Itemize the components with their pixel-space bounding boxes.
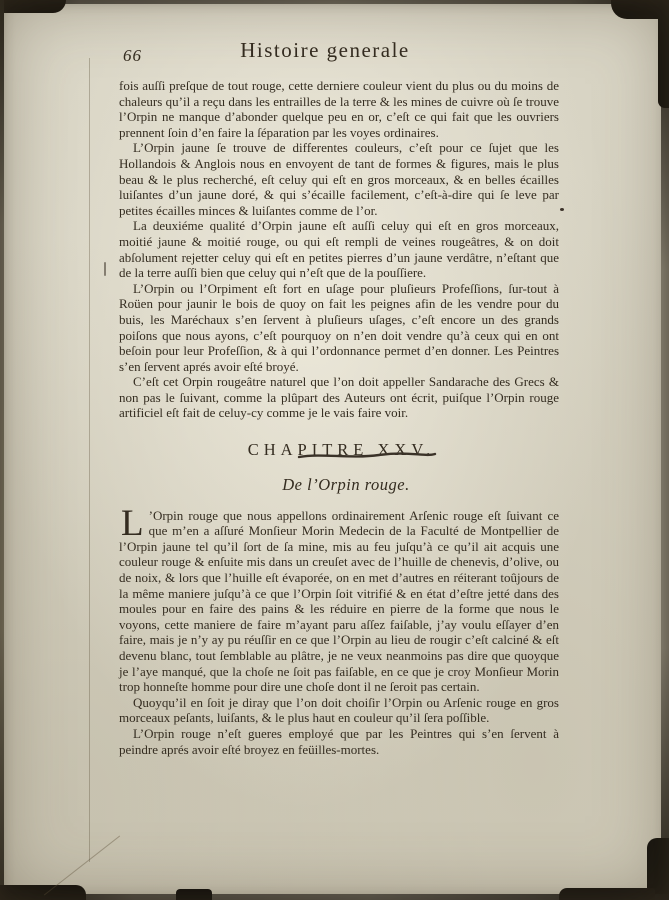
scan-blob-bottom-center xyxy=(176,889,212,900)
paragraph: fois auſſi preſque de tout rouge, cette derniere couleur vient du plus ou du moins de chaleurs qu’il a reçu dans les entrailles de la terre & les mines de cuivre où ſe trouve l’Orpin ne manque d’abonder quelque peu en or, c’eſt ce qui fait que les ouvriers prennent ſoin d’en faire la ſéparation par les voyes ordinaires. xyxy=(119,78,559,140)
paragraph: La deuxiéme qualité d’Orpin jaune eſt auſſi celuy qui eſt en gros morceaux, moitié jaune & moitié rouge, ou qui eſt rempli de veines rougeâtres, & on doit abſolument rejetter celuy qui eſt en petites pierres d’un jaune verdâtre, n’eſtant que de la terre auſſi bien que celuy qui n’eſt que de la pouſſiere. xyxy=(119,218,559,281)
scan-blob-right-top xyxy=(658,0,669,108)
text-block xyxy=(119,78,559,757)
scan-edge-right xyxy=(661,0,669,900)
running-header: Histoire generale xyxy=(240,38,410,62)
paragraph-with-dropcap xyxy=(119,502,559,695)
scan-blob-bottom-left xyxy=(0,885,86,900)
drop-cap: L xyxy=(121,502,144,544)
paragraph: L’Orpin rouge n’eſt gueres employé que par les Peintres qui s’en ſervent à peindre aprés avoir eſté broyez en feüilles-mortes. xyxy=(119,725,559,757)
page-number: 66 xyxy=(123,46,142,65)
paragraph: Quoyqu’il en ſoit je diray que l’on doit choiſir l’Orpin ou Arſenic rouge en gros morceaux peſants, luiſants, & le plus haut en couleur qu’il ſera poſſible. xyxy=(119,694,559,726)
page-crease-line xyxy=(89,58,90,862)
scan-edge-bottom xyxy=(0,894,669,900)
scan-blob-right-bottom xyxy=(647,838,669,900)
chapter-heading-block xyxy=(119,442,559,466)
chapter-subtitle: De l’Orpin rouge. xyxy=(282,475,410,495)
scan-edge-left xyxy=(0,0,4,900)
scan-blob-bottom-right xyxy=(559,888,655,900)
ink-speck xyxy=(560,208,564,211)
ink-speck xyxy=(104,262,106,276)
scan-edge-top xyxy=(0,0,669,4)
paragraph: L’Orpin ou l’Orpiment eſt fort en uſage pour pluſieurs Profeſſions, ſur-tout à Roüen pour jaunir le bois de quoy on fait les peignes afin de les vendre pour du buis, les Maréchaux s’en ſervent à pluſieurs uſages, c’eſt encore un des grands poiſons que nous ayons, c’eſt pourquoy on n’en doit vendre qu’à ceux qui en ont beſoin pour leur Profeſſion, & à qui l’ordonnance permet d’en donner. Les Peintres s’en ſervent aprés avoir eſté broyé. xyxy=(119,280,559,374)
chapter-heading: CHAPITRE XXV. xyxy=(247,440,436,460)
paragraph: L’Orpin jaune ſe trouve de differentes couleurs, c’eſt pour ce ſujet que les Hollandois & Anglois nous en envoyent de tant de formes & figures, mais le plus beau & le plus recherché, eſt celuy qui eſt en gros morceaux, & en belles écailles luiſantes d’un jaune doré, & qui s’écaille facilement, c’eſt-à-dire qui ſe leve par petites écailles minces & luiſantes comme de l’or. xyxy=(119,140,559,218)
page-header xyxy=(119,38,559,72)
paragraph: C’eſt cet Orpin rougeâtre naturel que l’on doit appeller Sandarache des Grecs & non pas le ſuivant, comme la plûpart des Auteurs ont écrit, puiſque l’Orpin rouge artificiel eſt fait de celuy-cy comme je le vais faire voir. xyxy=(119,374,559,421)
scan-blob-top-right xyxy=(611,0,669,19)
scan-blob-top-left xyxy=(0,0,66,13)
paragraph-text: ’Orpin rouge que nous appellons ordinairement Arſenic rouge eſt ſuivant ce que m’en a aſſuré Monſieur Morin Medecin de la Faculté de Montpellier de l’Orpin jaune tel qu’il ſort de ſa mine, mis au feu juſqu’à ce qu’il ait acquis une couleur rouge & enſuite mis dans un creuſet avec de l’huille de chenevis, d’olive, ou de noix, & lors que l’huille eſt évaporée, on en met d’autres en réiterant toûjours de la même maniere juſqu’à ce que l’Orpin ſoit vitrifié & en état d’eſtre jetté dans des moules pour en faire des pains & les réduire en pierre de la forme que nous le voyons, cette maniere de faire m’ayant paru aſſez faiſable, j’ay voulu eſſayer d’en faire, mais je n’y ay pu réuſſir en ce que l’Orpin au lieu de rougir c’eſt calciné & eſt devenu blanc, tout ſemblable au plâtre, je ne veux neanmoins pas dire que quoyque je l’aye manqué, que la choſe ne ſoit pas faiſable, en ce que je croy Monſieur Morin trop honneſte homme pour dire une choſe dont il ne ſeroit pas certain. xyxy=(119,507,559,695)
page-crease-diagonal xyxy=(44,836,120,896)
